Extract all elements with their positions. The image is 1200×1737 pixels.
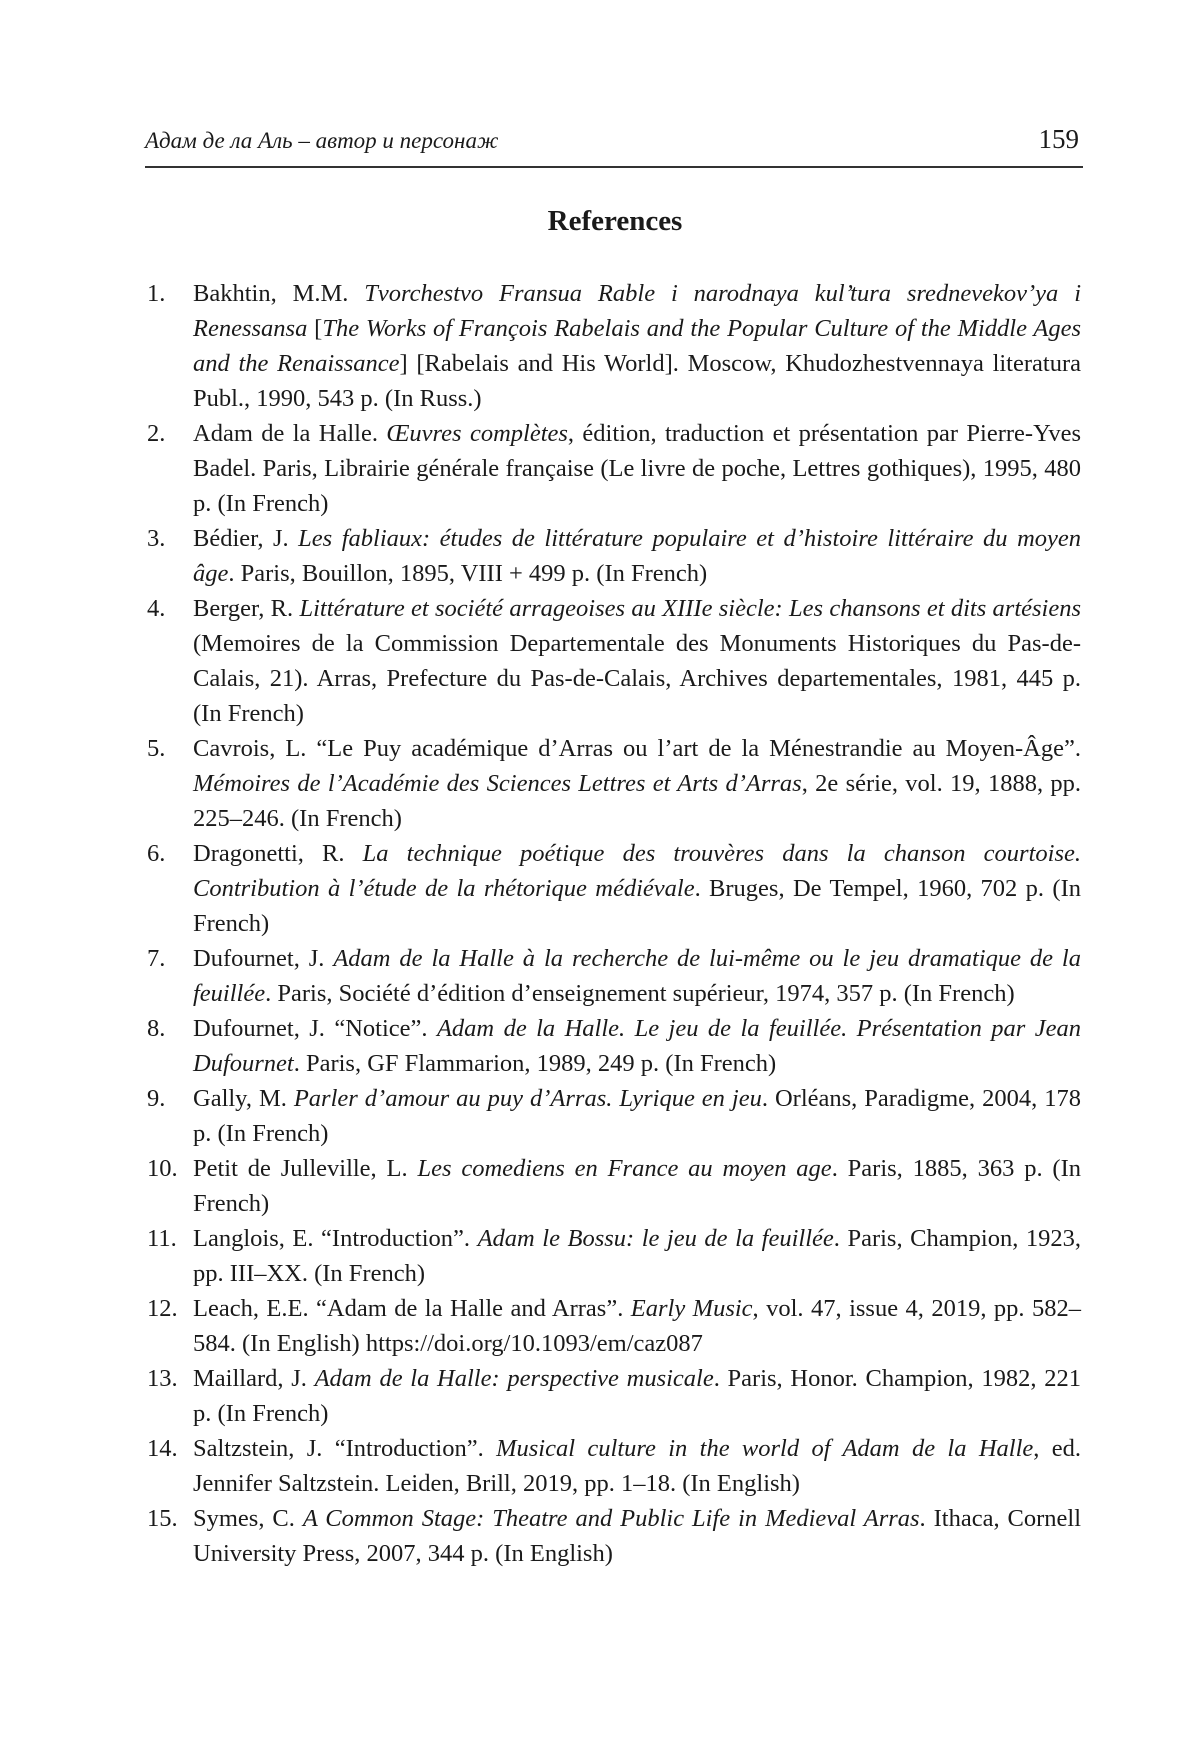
reference-title-italic: Tvorchestvo Fransua Rable i narodnaya kul’tura srednevekov’ya i Renessansa: [193, 280, 1081, 342]
reference-text-segment: , ed. Jennifer Saltzstein. Leiden, Brill, 2019, pp. 1–18. (In English): [193, 1435, 1082, 1497]
reference-text-segment: Dufournet, J. “Notice”.: [193, 1015, 437, 1042]
reference-number: 9.: [147, 1085, 166, 1112]
reference-text-segment: Saltzstein, J. “Introduction”.: [193, 1435, 497, 1462]
reference-title-italic: Adam de la Halle à la recherche de lui-même ou le jeu dramatique de la feuillée: [193, 945, 1081, 1007]
reference-item: [147, 1011, 1081, 1081]
reference-text-segment: Maillard, J.: [193, 1365, 315, 1392]
reference-text-segment: Berger, R.: [193, 595, 300, 622]
reference-number: 15.: [147, 1505, 178, 1532]
reference-title-italic: Early Music: [630, 1295, 753, 1322]
reference-list: [147, 276, 1081, 1571]
reference-text-segment: [: [307, 315, 323, 342]
reference-text-segment: . Paris, Champion, 1923, pp. III–XX. (In French): [193, 1225, 1081, 1287]
reference-title-italic: Littérature et société arrageoises au XIIIe siècle: Les chansons et dits artésiens: [299, 595, 1081, 622]
reference-text: [193, 1505, 1081, 1567]
reference-text-segment: . Ithaca, Cornell University Press, 2007, 344 p. (In English): [193, 1505, 1081, 1567]
reference-text: [193, 1365, 1081, 1427]
reference-text-segment: . Paris, 1885, 363 p. (In French): [193, 1155, 1081, 1217]
reference-item: [147, 1151, 1081, 1221]
reference-number: 2.: [147, 420, 166, 447]
reference-text-segment: Leach, E.E. “Adam de la Halle and Arras”.: [193, 1295, 631, 1322]
reference-number: 11.: [147, 1225, 177, 1252]
reference-text: [193, 840, 1081, 937]
reference-item: [147, 1291, 1081, 1361]
reference-title-italic: Les comediens en France au moyen age: [417, 1155, 832, 1182]
section-title: References: [547, 205, 683, 237]
reference-item: [147, 836, 1081, 941]
reference-text-segment: Gally, M.: [193, 1085, 294, 1112]
reference-text-segment: , vol. 47, issue 4, 2019, pp. 582–584. (In English) https://doi.org/10.1093/em/caz087: [193, 1295, 1081, 1357]
reference-title-italic: The Works of François Rabelais and the Popular Culture of the Middle Ages and the Renaissance: [193, 315, 1081, 377]
running-header: [145, 124, 1083, 168]
reference-text: [193, 1085, 1081, 1147]
reference-number: 7.: [147, 945, 166, 972]
reference-text-segment: Bakhtin, M.M.: [193, 280, 365, 307]
reference-item: [147, 1361, 1081, 1431]
reference-item: [147, 416, 1081, 521]
reference-text-segment: Dufournet, J.: [193, 945, 334, 972]
reference-number: 8.: [147, 1015, 166, 1042]
reference-text-segment: Symes, C.: [193, 1505, 303, 1532]
reference-text: [193, 595, 1081, 727]
reference-number: 13.: [147, 1365, 178, 1392]
reference-title-italic: Musical culture in the world of Adam de la Halle: [496, 1435, 1034, 1462]
reference-text: [193, 280, 1081, 412]
reference-number: 3.: [147, 525, 166, 552]
reference-text: [193, 1015, 1081, 1077]
reference-title-italic: Adam le Bossu: le jeu de la feuillée: [477, 1225, 834, 1252]
reference-text: [193, 945, 1081, 1007]
reference-number: 4.: [147, 595, 166, 622]
reference-title-italic: Adam de la Halle. Le jeu de la feuillée. Présentation par Jean Dufournet: [193, 1015, 1081, 1077]
reference-item: [147, 941, 1081, 1011]
reference-text: [193, 1155, 1081, 1217]
reference-text-segment: ] [Rabelais and His World]. Moscow, Khudozhestvennaya literatura Publ., 1990, 543 p. (In Russ.): [193, 350, 1081, 412]
reference-text-segment: Langlois, E. “Introduction”.: [193, 1225, 478, 1252]
reference-text-segment: , 2e série, vol. 19, 1888, pp. 225–246. (In French): [193, 770, 1082, 832]
reference-item: [147, 591, 1081, 731]
reference-title-italic: Les fabliaux: études de littérature populaire et d’histoire littéraire du moyen âge: [193, 525, 1082, 587]
reference-text: [193, 420, 1081, 517]
reference-text-segment: , édition, traduction et présentation par Pierre-Yves Badel. Paris, Librairie générale française (Le livre de poche, Lettres gothiques), 1995, 480 p. (In French): [193, 420, 1081, 517]
reference-item: [147, 1501, 1081, 1571]
reference-title-italic: Œuvres complètes: [386, 420, 568, 447]
reference-item: [147, 1431, 1081, 1501]
reference-title-italic: Parler d’amour au puy d’Arras. Lyrique en jeu: [293, 1085, 762, 1112]
reference-number: 6.: [147, 840, 166, 867]
reference-text-segment: . Paris, Bouillon, 1895, VIII + 499 p. (In French): [228, 560, 708, 587]
page-number: 159: [1038, 124, 1079, 154]
reference-text-segment: Cavrois, L. “Le Puy académique d’Arras ou l’art de la Ménestrandie au Moyen-Âge”.: [193, 735, 1081, 762]
reference-title-italic: La technique poétique des trouvères dans la chanson courtoise. Contribution à l’étude de la rhétorique médiévale: [193, 840, 1081, 902]
reference-item: [147, 521, 1081, 591]
reference-text-segment: Adam de la Halle.: [193, 420, 387, 447]
reference-item: [147, 1221, 1081, 1291]
reference-item: [147, 1081, 1081, 1151]
reference-text: [193, 525, 1081, 587]
reference-text-segment: Petit de Julleville, L.: [193, 1155, 418, 1182]
reference-number: 12.: [147, 1295, 178, 1322]
reference-text-segment: . Bruges, De Tempel, 1960, 702 p. (In French): [193, 875, 1081, 937]
reference-text: [193, 1435, 1081, 1497]
reference-text: [193, 1295, 1081, 1357]
reference-text-segment: . Paris, GF Flammarion, 1989, 249 p. (In French): [293, 1050, 777, 1077]
reference-number: 10.: [147, 1155, 178, 1182]
reference-text-segment: . Paris, Honor. Champion, 1982, 221 p. (In French): [193, 1365, 1081, 1427]
reference-title-italic: A Common Stage: Theatre and Public Life in Medieval Arras: [302, 1505, 920, 1532]
reference-text-segment: . Paris, Société d’édition d’enseignement supérieur, 1974, 357 p. (In French): [265, 980, 1015, 1007]
reference-text-segment: Dragonetti, R.: [193, 840, 363, 867]
reference-item: [147, 731, 1081, 836]
reference-text: [193, 735, 1081, 832]
reference-text-segment: (Memoires de la Commission Departementale des Monuments Historiques du Pas-de-Calais, 21). Arras, Prefecture du Pas-de-Calais, Archives departementales, 1981, 445 p. (In French): [193, 630, 1081, 727]
reference-text-segment: Bédier, J.: [193, 525, 299, 552]
reference-number: 5.: [147, 735, 166, 762]
reference-number: 1.: [147, 280, 166, 307]
reference-number: 14.: [147, 1435, 178, 1462]
reference-item: [147, 276, 1081, 416]
reference-text: [193, 1225, 1081, 1287]
reference-title-italic: Mémoires de l’Académie des Sciences Lettres et Arts d’Arras: [193, 770, 802, 797]
reference-text-segment: . Orléans, Paradigme, 2004, 178 p. (In French): [193, 1085, 1082, 1147]
reference-title-italic: Adam de la Halle: perspective musicale: [314, 1365, 714, 1392]
running-title: Адам де ла Аль – автор и персонаж: [145, 128, 499, 153]
